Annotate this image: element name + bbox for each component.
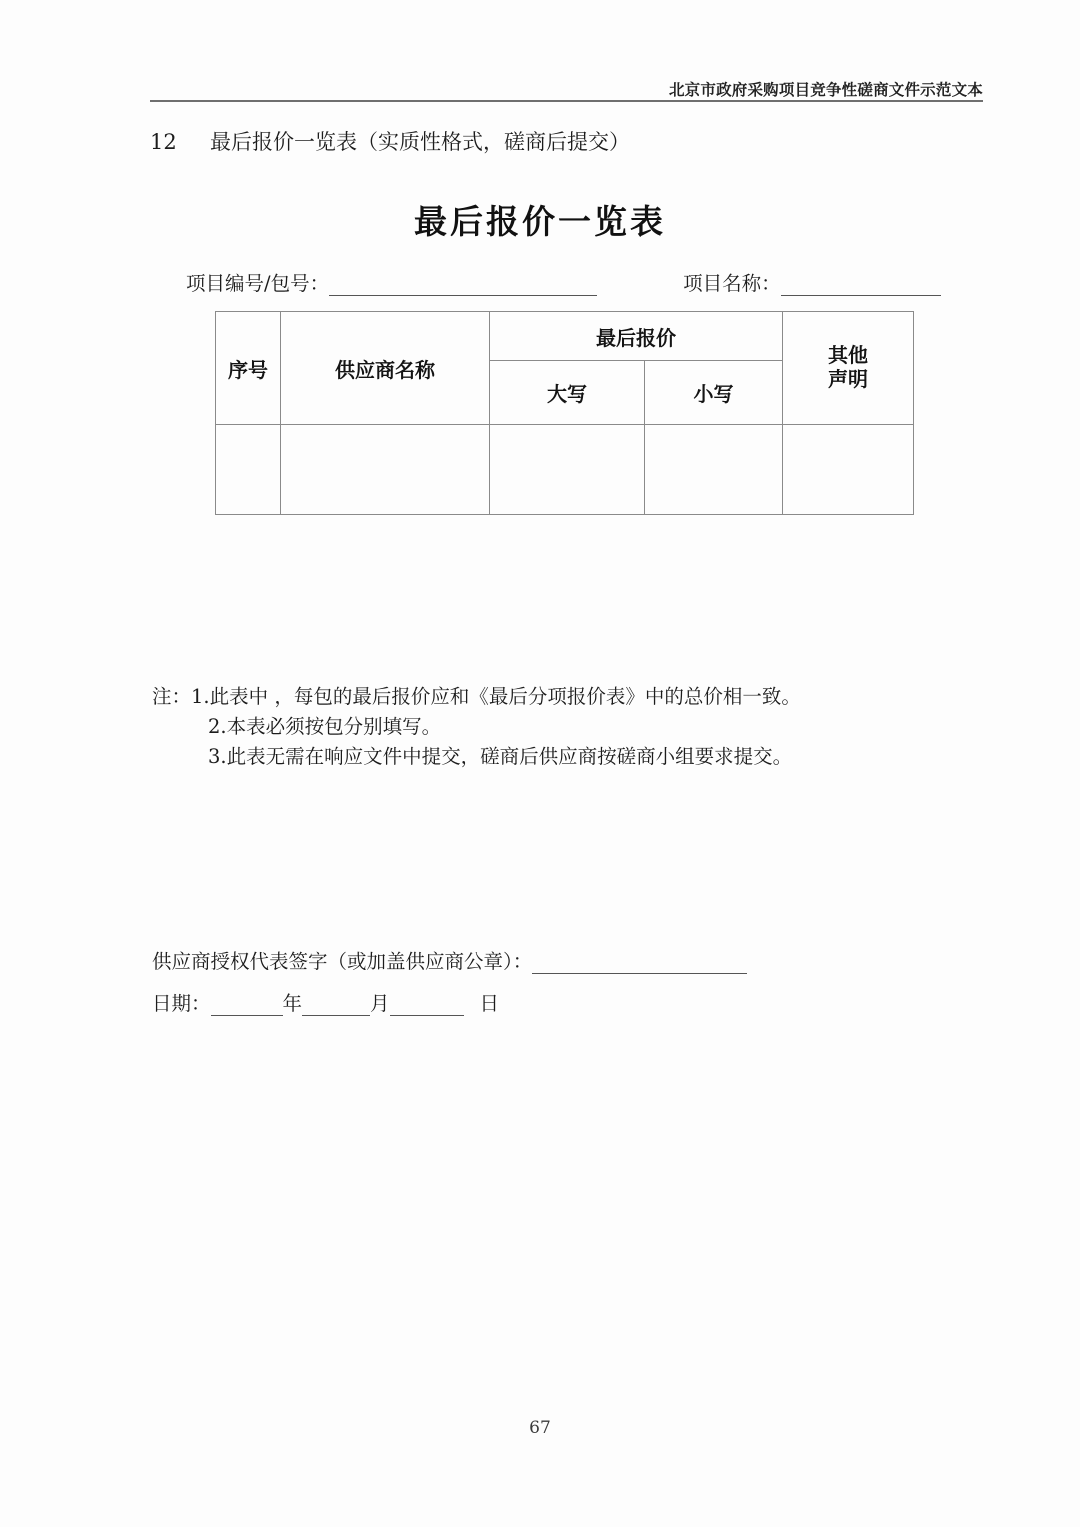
section-heading bbox=[150, 126, 630, 156]
project-number-label: 项目编号/包号： bbox=[186, 272, 330, 295]
signature-input[interactable] bbox=[532, 954, 747, 974]
notes-label: 注： bbox=[152, 685, 192, 708]
note-item-3 bbox=[152, 742, 801, 772]
header-other-statement-line1: 其他 bbox=[828, 343, 868, 368]
cell-other-statement[interactable] bbox=[783, 425, 914, 515]
project-name-input[interactable] bbox=[781, 276, 941, 296]
table-body bbox=[216, 425, 914, 515]
table-header-row-top bbox=[216, 312, 914, 361]
project-meta-row bbox=[186, 268, 986, 296]
date-label: 日期： bbox=[152, 992, 211, 1015]
notes-block bbox=[152, 682, 801, 773]
date-month-input[interactable] bbox=[302, 996, 370, 1016]
page-title: 最后报价一览表 bbox=[414, 202, 666, 241]
table-header bbox=[216, 312, 914, 425]
cell-serial[interactable] bbox=[216, 425, 281, 515]
note-text-3: 3.此表无需在响应文件中提交，磋商后供应商按磋商小组要求提交。 bbox=[208, 745, 793, 769]
project-number-input[interactable] bbox=[329, 276, 597, 296]
note-text-2: 2.本表必须按包分别填写。 bbox=[208, 715, 442, 739]
final-quote-table bbox=[215, 311, 914, 515]
project-name-label: 项目名称： bbox=[683, 272, 781, 295]
note-item-1 bbox=[152, 682, 801, 712]
signature-row bbox=[152, 946, 747, 974]
project-number-field bbox=[186, 268, 597, 296]
date-day-unit: 日 bbox=[479, 992, 500, 1015]
cell-supplier-name[interactable] bbox=[281, 425, 490, 515]
header-other-statement-line2: 声明 bbox=[828, 367, 868, 391]
running-header: 北京市政府采购项目竞争性磋商文件示范文本 bbox=[668, 81, 983, 99]
header-supplier-name: 供应商名称 bbox=[281, 312, 490, 425]
header-in-words: 大写 bbox=[490, 361, 645, 425]
note-item-2 bbox=[152, 712, 801, 742]
section-number: 12 bbox=[150, 130, 177, 154]
date-year-unit: 年 bbox=[282, 992, 303, 1015]
date-year-input[interactable] bbox=[211, 996, 283, 1016]
header-divider bbox=[150, 100, 983, 102]
project-name-field bbox=[683, 268, 941, 296]
date-row bbox=[152, 988, 499, 1016]
header-final-quote: 最后报价 bbox=[490, 312, 783, 361]
page-number: 67 bbox=[529, 1418, 551, 1438]
signature-label: 供应商授权代表签字（或加盖供应商公章）： bbox=[152, 950, 533, 973]
section-title: 最后报价一览表（实质性格式，磋商后提交） bbox=[210, 130, 630, 154]
note-text-1: 1.此表中 ，每包的最后报价应和《最后分项报价表》中的总价相一致。 bbox=[191, 685, 801, 708]
table-row bbox=[216, 425, 914, 515]
cell-in-words[interactable] bbox=[490, 425, 645, 515]
header-in-figures: 小写 bbox=[645, 361, 783, 425]
cell-in-figures[interactable] bbox=[645, 425, 783, 515]
date-month-unit: 月 bbox=[370, 992, 390, 1015]
header-other-statement bbox=[783, 312, 914, 425]
header-serial: 序号 bbox=[216, 312, 281, 425]
date-day-input[interactable] bbox=[390, 996, 464, 1016]
